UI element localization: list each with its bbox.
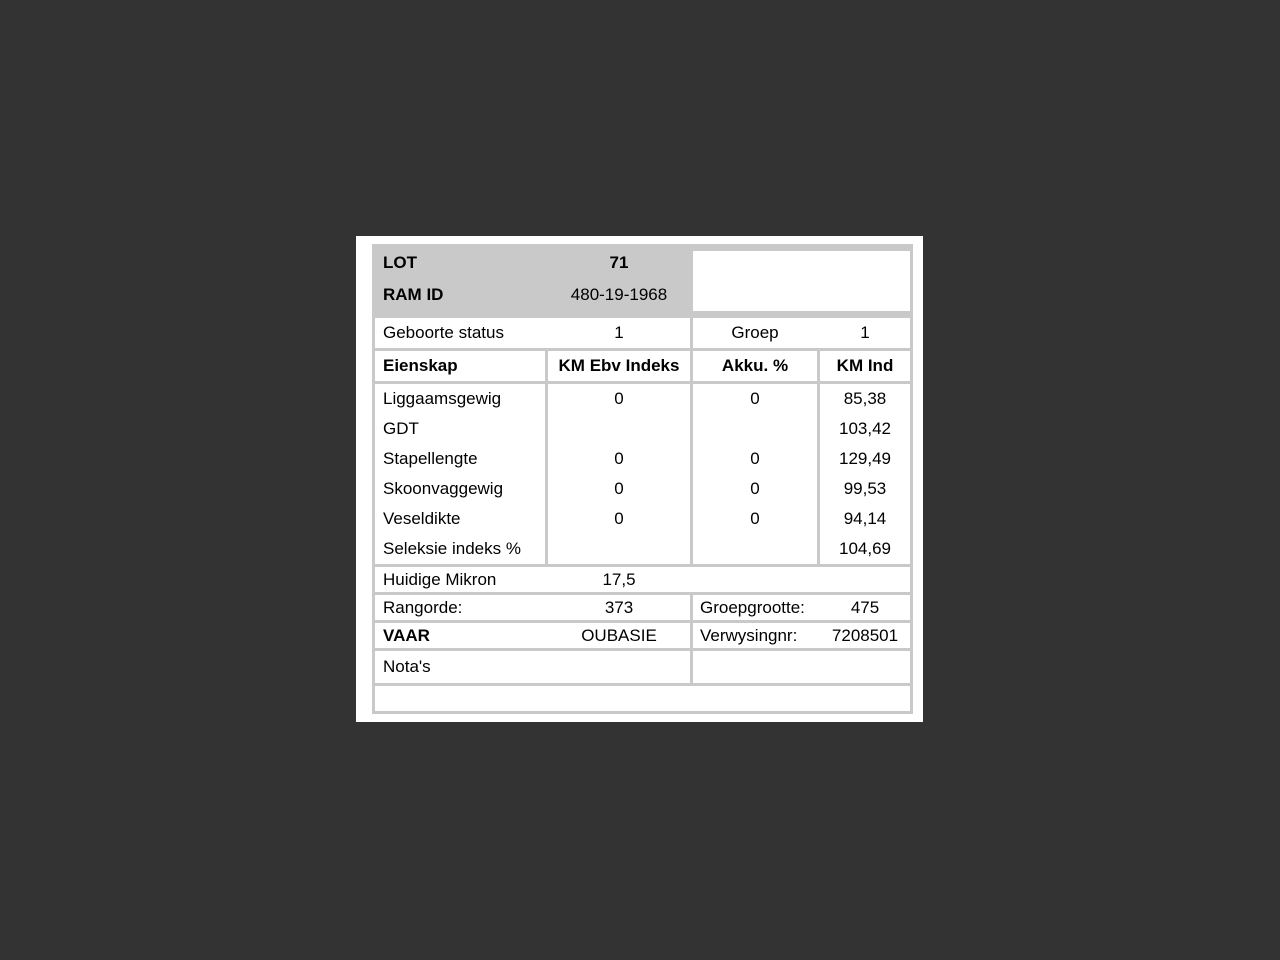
huidige-mikron-row bbox=[375, 564, 910, 592]
table-cell bbox=[548, 414, 690, 444]
table-row-label: Seleksie indeks % bbox=[383, 539, 521, 558]
huidige-mikron-value: 17,5 bbox=[602, 569, 636, 589]
huidige-mikron-label: Huidige Mikron bbox=[383, 569, 497, 589]
bottom-empty-row bbox=[375, 683, 910, 711]
lot-label: LOT bbox=[383, 253, 417, 272]
ebv-table-header-row bbox=[375, 348, 910, 381]
table-cell: 0 bbox=[614, 479, 624, 498]
groepgrootte-value: 475 bbox=[850, 597, 880, 617]
akku-column bbox=[690, 384, 817, 564]
table-cell: 94,14 bbox=[843, 509, 887, 528]
column-header-akku: Akku. % bbox=[690, 351, 817, 381]
table-cell bbox=[693, 414, 817, 444]
table-cell: 85,38 bbox=[843, 389, 887, 408]
lot-value: 71 bbox=[609, 253, 629, 272]
geboorte-status-value: 1 bbox=[614, 323, 624, 342]
verwysingnr-label: Verwysingnr: bbox=[700, 625, 798, 645]
km-ebv-indeks-column bbox=[545, 384, 690, 564]
notas-label: Nota's bbox=[383, 657, 431, 676]
table-row-label: Stapellengte bbox=[383, 449, 478, 468]
header-empty-box bbox=[693, 251, 910, 311]
table-row-label: Veseldikte bbox=[383, 509, 461, 528]
vaar-value: OUBASIE bbox=[581, 625, 657, 645]
eienskap-column bbox=[375, 384, 545, 564]
groep-value: 1 bbox=[860, 323, 870, 342]
table-cell: 99,53 bbox=[843, 479, 887, 498]
table-cell: 0 bbox=[614, 509, 624, 528]
groepgrootte-label: Groepgrootte: bbox=[700, 597, 805, 617]
table-row-label: GDT bbox=[383, 419, 419, 438]
groep-label: Groep bbox=[731, 323, 779, 342]
vaar-cell bbox=[375, 623, 690, 648]
table-row-label: Skoonvaggewig bbox=[383, 479, 504, 498]
rangorde-value: 373 bbox=[604, 597, 634, 617]
vaar-label: VAAR bbox=[383, 625, 430, 645]
notas-row bbox=[375, 648, 910, 683]
header-band bbox=[375, 247, 910, 315]
ram-data-sheet bbox=[372, 244, 913, 714]
table-cell: 0 bbox=[750, 479, 760, 498]
table-cell: 0 bbox=[614, 449, 624, 468]
column-header-km-ind: KM Ind bbox=[817, 351, 910, 381]
column-header-eienskap: Eienskap bbox=[383, 356, 458, 375]
geboorte-status-label: Geboorte status bbox=[383, 323, 504, 342]
column-header-km-ebv-indeks: KM Ebv Indeks bbox=[545, 351, 690, 381]
table-cell: 0 bbox=[750, 509, 760, 528]
geboorte-status-cell bbox=[375, 318, 690, 348]
table-cell: 103,42 bbox=[839, 419, 891, 438]
notas-cell bbox=[375, 651, 690, 683]
rangorde-label: Rangorde: bbox=[383, 597, 463, 617]
verwysingnr-cell bbox=[690, 623, 910, 648]
km-ind-column bbox=[817, 384, 910, 564]
ram-id-value: 480-19-1968 bbox=[570, 285, 668, 304]
ram-data-card bbox=[356, 236, 923, 722]
notas-empty-cell bbox=[690, 651, 910, 683]
ebv-data-block bbox=[375, 381, 910, 564]
groep-cell bbox=[690, 318, 910, 348]
groepgrootte-cell bbox=[690, 595, 910, 620]
table-cell: 0 bbox=[614, 389, 624, 408]
table-row-label: Liggaamsgewig bbox=[383, 389, 502, 408]
geboorte-status-row bbox=[375, 315, 910, 348]
rangorde-cell bbox=[375, 595, 690, 620]
table-cell: 104,69 bbox=[839, 539, 891, 558]
rangorde-row bbox=[375, 592, 910, 620]
vaar-row bbox=[375, 620, 910, 648]
table-cell bbox=[548, 534, 690, 564]
ram-id-label: RAM ID bbox=[383, 285, 444, 304]
table-cell: 129,49 bbox=[839, 449, 891, 468]
table-cell: 0 bbox=[750, 449, 760, 468]
table-cell bbox=[693, 534, 817, 564]
verwysingnr-value: 7208501 bbox=[831, 625, 899, 645]
table-cell: 0 bbox=[750, 389, 760, 408]
